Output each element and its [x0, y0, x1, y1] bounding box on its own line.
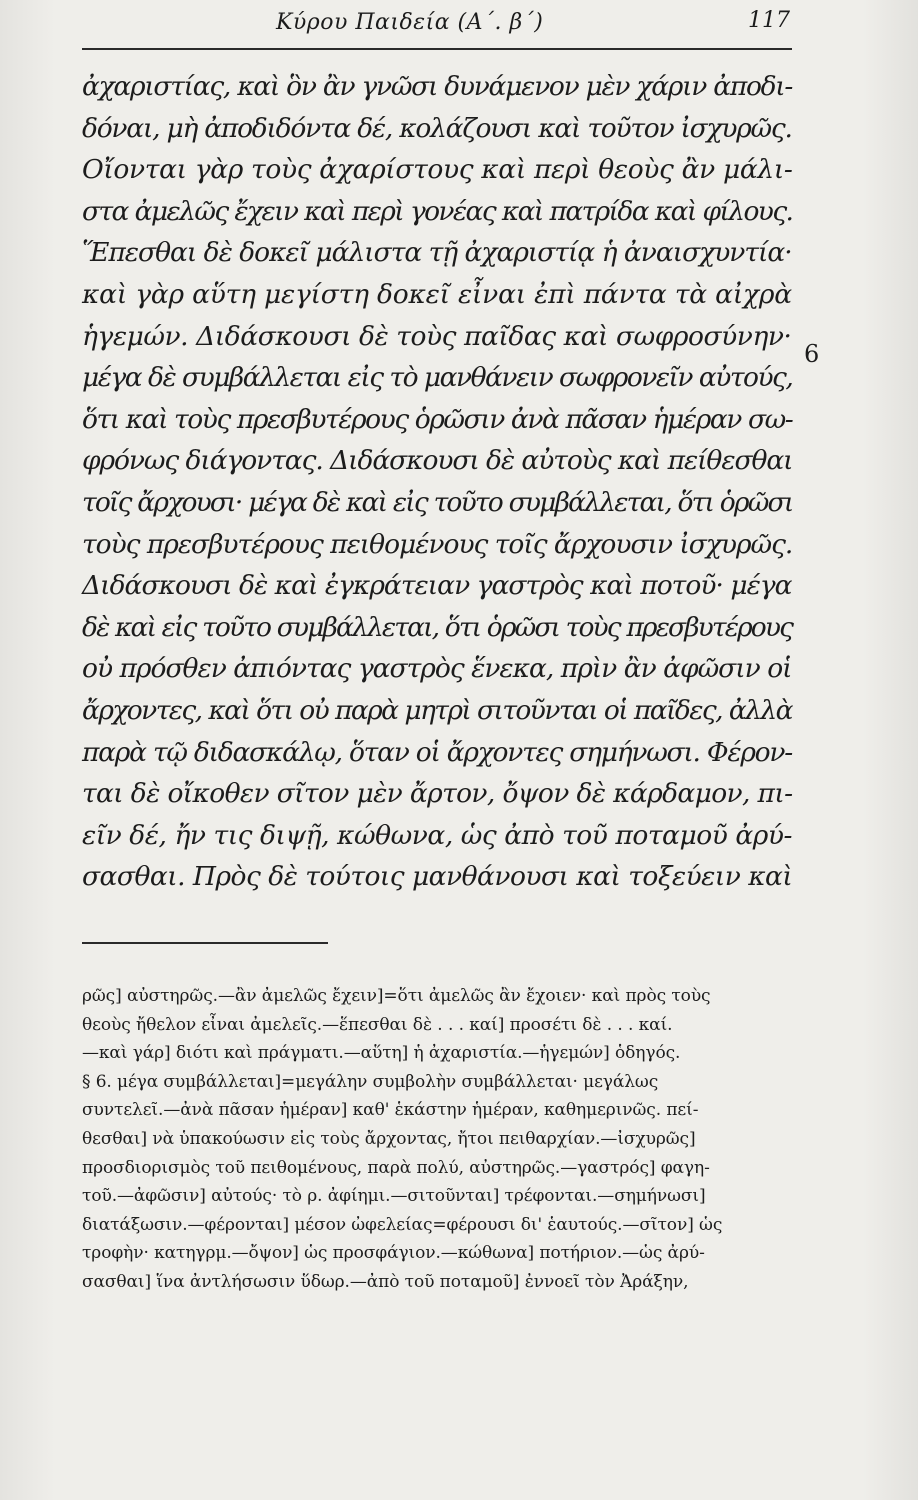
text-line: παρὰ τῷ διδασκάλῳ, ὅταν οἱ ἄρχοντες σημήνωσι. Φέρον- — [82, 736, 792, 768]
text-line: Ἕπεσθαι δὲ δοκεῖ μάλιστα τῇ ἀχαριστίᾳ ἡ ἀναισχυντία· — [82, 237, 792, 269]
footnote-line: σασθαι] ἵνα ἀντλήσωσιν ὕδωρ.—ἀπὸ τοῦ ποταμοῦ] ἐννοεῖ τὸν Ἀράξην, — [82, 1271, 689, 1292]
footnote-line: τροφὴν· κατηγρμ.—ὄψον] ὡς προσφάγιον.—κώθωνα] ποτήριον.—ὡς ἀρύ- — [82, 1243, 705, 1264]
footnote-line: θεσθαι] νὰ ὑπακούωσιν εἰς τοὺς ἄρχοντας, ἤτοι πειθαρχίαν.—ἰσχυρῶς] — [82, 1128, 696, 1149]
text-line: Διδάσκουσι δὲ καὶ ἐγκράτειαν γαστρὸς καὶ ποτοῦ· μέγα — [82, 570, 792, 602]
footnotes-block — [82, 982, 838, 1297]
footnote-rule — [82, 942, 328, 944]
section-marker: 6 — [804, 340, 820, 368]
text-line: ὅτι καὶ τοὺς πρεσβυτέρους ὁρῶσιν ἀνὰ πᾶσαν ἡμέραν σω- — [82, 403, 793, 435]
text-line: ἡγεμών. Διδάσκουσι δὲ τοὺς παῖδας καὶ σωφροσύνην· — [82, 320, 792, 352]
text-line: ἀχαριστίας, καὶ ὃν ἂν γνῶσι δυνάμενον μὲν χάριν ἀποδι- — [82, 71, 793, 102]
text-line: μέγα δὲ συμβάλλεται εἰς τὸ μανθάνειν σωφρονεῖν αὐτούς, — [82, 362, 793, 394]
footnote-line: προσδιορισμὸς τοῦ πειθομένους, παρὰ πολύ, αὐστηρῶς.—γαστρός] φαγη- — [82, 1157, 710, 1178]
text-line: ἄρχοντες, καὶ ὅτι οὐ παρὰ μητρὶ σιτοῦνται οἱ παῖδες, ἀλλὰ — [82, 694, 792, 726]
footnote-line: συντελεῖ.—ἀνὰ πᾶσαν ἡμέραν] καθ' ἑκάστην ἡμέραν, καθημερινῶς. πεί- — [82, 1100, 699, 1121]
text-line: εῖν δέ, ἤν τις διψῇ, κώθωνα, ὡς ἀπὸ τοῦ ποταμοῦ ἀρύ- — [82, 819, 793, 851]
footnote-line: § 6. μέγα συμβάλλεται]=μεγάλην συμβολὴν συμβάλλεται· μεγάλως — [82, 1071, 659, 1092]
text-line: δόναι, μὴ ἀποδιδόντα δέ, κολάζουσι καὶ τοῦτον ἰσχυρῶς. — [82, 112, 792, 144]
page-number: 117 — [748, 8, 790, 33]
text-line: σασθαι. Πρὸς δὲ τούτοις μανθάνουσι καὶ τοξεύειν καὶ — [82, 861, 793, 893]
main-text-block — [82, 66, 802, 898]
footnote-line: διατάξωσιν.—φέρονται] μέσον ὠφελείας=φέρουσι δι' ἑαυτούς.—σῖτον] ὡς — [82, 1214, 723, 1235]
running-header — [120, 6, 800, 42]
header-rule — [82, 48, 792, 50]
footnote-line: τοῦ.—ἀφῶσιν] αὐτούς· τὸ ρ. ἀφίημι.—σιτοῦνται] τρέφονται.—σημήνωσι] — [82, 1186, 706, 1207]
footnote-line: ρῶς] αὐστηρῶς.—ἂν ἀμελῶς ἔχειν]=ὅτι ἀμελῶς ἂν ἔχοιεν· καὶ πρὸς τοὺς — [82, 986, 711, 1006]
footnote-line: θεοὺς ἤθελον εἶναι ἀμελεῖς.—ἕπεσθαι δὲ . . . καί] προσέτι δὲ . . . καί. — [82, 1014, 673, 1035]
text-line: Οἴονται γὰρ τοὺς ἀχαρίστους καὶ περὶ θεοὺς ἂν μάλι- — [82, 154, 793, 186]
text-line: ται δὲ οἴκοθεν σῖτον μὲν ἄρτον, ὄψον δὲ κάρδαμον, πι- — [82, 778, 793, 810]
header-title: Κύρου Παιδεία (Α΄. β΄) — [276, 10, 544, 35]
text-line: τοὺς πρεσβυτέρους πειθομένους τοῖς ἄρχουσιν ἰσχυρῶς. — [82, 528, 793, 560]
text-line: τοῖς ἄρχουσι· μέγα δὲ καὶ εἰς τοῦτο συμβάλλεται, ὅτι ὁρῶσι — [82, 486, 793, 518]
footnote-line: —καὶ γάρ] διότι καὶ πράγματι.—αὕτη] ἡ ἀχαριστία.—ἡγεμών] ὁδηγός. — [82, 1043, 681, 1064]
text-line: δὲ καὶ εἰς τοῦτο συμβάλλεται, ὅτι ὁρῶσι τοὺς πρεσβυτέρους — [82, 611, 793, 643]
text-line: οὐ πρόσθεν ἀπιόντας γαστρὸς ἕνεκα, πρὶν ἂν ἀφῶσιν οἱ — [82, 653, 792, 685]
text-line: φρόνως διάγοντας. Διδάσκουσι δὲ αὐτοὺς καὶ πείθεσθαι — [82, 445, 793, 477]
text-line: καὶ γὰρ αὕτη μεγίστη δοκεῖ εἶναι ἐπὶ πάντα τὰ αἰχρὰ — [82, 278, 792, 310]
text-line: στα ἀμελῶς ἔχειν καὶ περὶ γονέας καὶ πατρίδα καὶ φίλους. — [82, 195, 793, 227]
